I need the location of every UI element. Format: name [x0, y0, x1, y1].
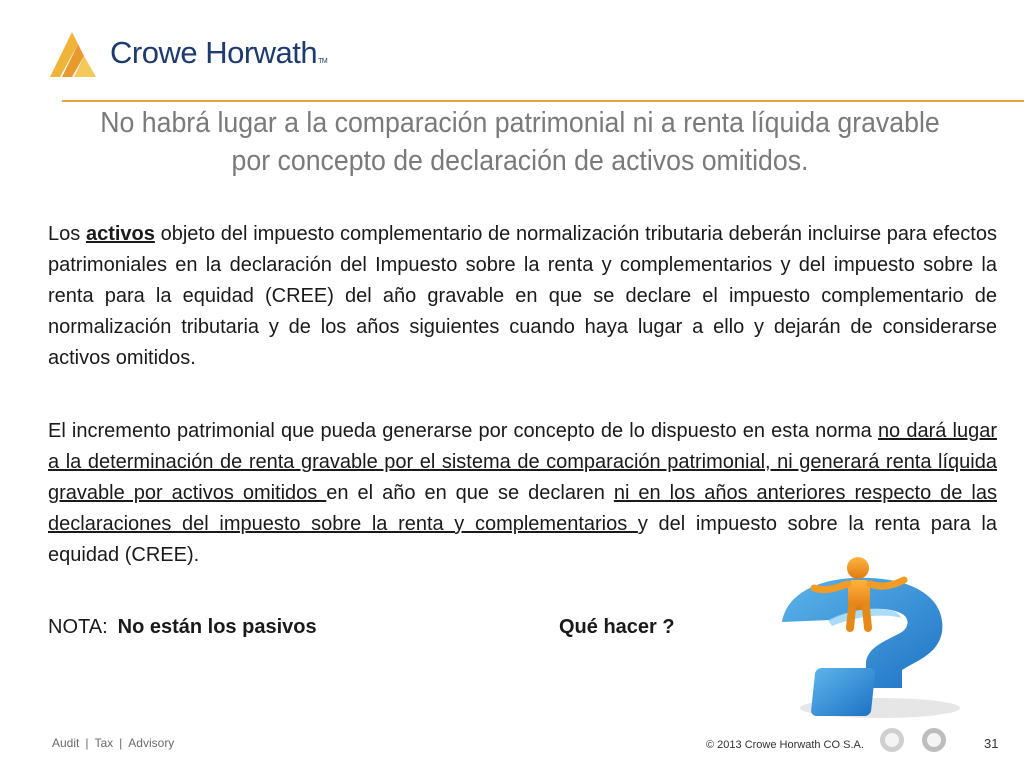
footer-services: [52, 736, 174, 750]
slide-number: 31: [984, 736, 999, 751]
note-text: No están los pasivos: [117, 616, 317, 638]
question-text: Qué hacer ?: [559, 616, 675, 638]
paragraph2-text-middle: en el año en que se declaren: [326, 482, 614, 504]
certification-seals-icon: [876, 726, 956, 754]
paragraph2-text-end: y del impuesto sobre la renta para la equidad (CREE).: [48, 513, 998, 566]
paragraph1-text-rest: objeto del impuesto complementario de normalización tributaria deberán incluirse para efectos patrimoniales en la declaración del Impuesto sobre la renta y complementarios y del impuesto sobre la renta para la equidad (CREE) del año gravable en que se declare el impuesto complementario de normalización tributaria y de los años siguientes cuando haya lugar a ello y dejarán de considerarse activos omitidos.: [48, 223, 997, 369]
footer-service-audit: Audit: [52, 736, 80, 750]
note-label: NOTA:: [48, 616, 108, 638]
crowe-horwath-logo: [48, 30, 328, 80]
paragraph-activos: [48, 219, 997, 374]
paragraph1-text-start: Los: [48, 223, 86, 245]
logo-wordmark: [110, 35, 327, 71]
footer-separator: |: [119, 736, 123, 750]
paragraph-incremento-patrimonial: [48, 416, 997, 571]
paragraph2-text-start: El incremento patrimonial que pueda generarse por concepto de lo dispuesto en esta norma: [48, 420, 878, 442]
question-mark-figure-icon: [770, 550, 970, 722]
paragraph2-underlined-clause-1: no dará lugar a la determinación de renta gravable por el sistema de comparación patrimonial, ni generará renta líquida gravable por activos omitidos: [48, 420, 997, 504]
note-line: [48, 612, 317, 643]
title-divider: [62, 100, 1024, 102]
trademark-mark: TM: [318, 58, 328, 65]
crowe-horwath-logo-mark-icon: [48, 30, 98, 78]
slide-title: No habrá lugar a la comparación patrimonial ni a renta líquida gravable por concepto de declaración de activos omitidos.: [100, 107, 940, 177]
footer-service-advisory: Advisory: [128, 736, 175, 750]
footer-separator: |: [85, 736, 89, 750]
copyright-text: © 2013 Crowe Horwath CO S.A.: [706, 739, 864, 751]
footer-service-tax: Tax: [94, 736, 114, 750]
paragraph2-underlined-clause-2: ni en los años anteriores respecto de las declaraciones del impuesto sobre la renta y complementarios: [48, 482, 997, 535]
activos-keyword: activos: [85, 223, 155, 245]
brand-name: Crowe Horwath: [110, 35, 318, 70]
